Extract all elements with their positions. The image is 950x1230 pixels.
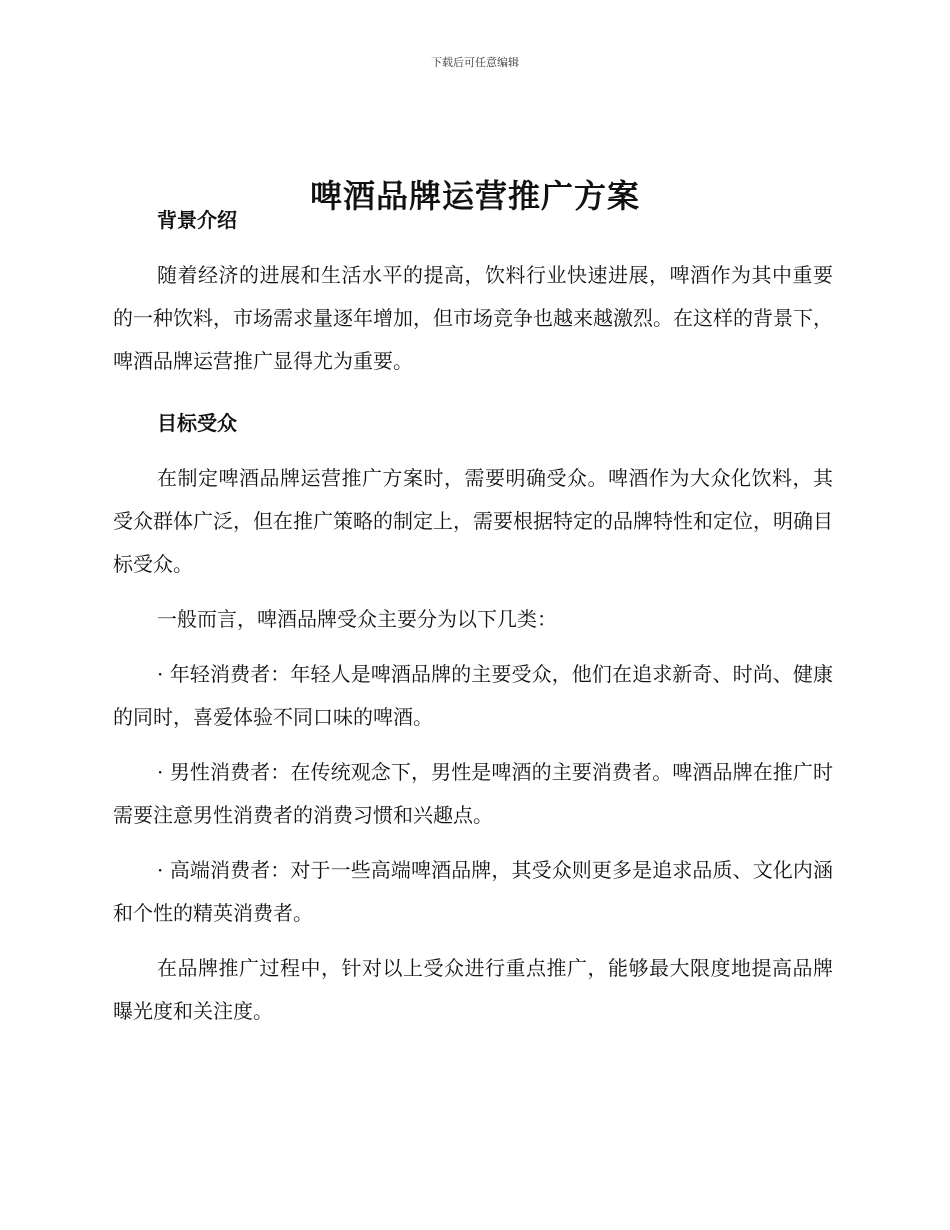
document-body xyxy=(113,204,833,1033)
section-heading-audience: 目标受众 xyxy=(157,411,237,435)
paragraph-audience-conclusion: 在品牌推广过程中，针对以上受众进行重点推广，能够最大限度地提高品牌曝光度和关注度。 xyxy=(113,956,833,1023)
document-title: 啤酒品牌运营推广方案 xyxy=(309,177,640,216)
page-header-note: 下载后可任意编辑 xyxy=(431,56,519,69)
paragraph-background: 随着经济的进展和生活水平的提高，饮料行业快速进展，啤酒作为其中重要的一种饮料，市场需求量逐年增加，但市场竞争也越来越激烈。在这样的背景下，啤酒品牌运营推广显得尤为重要。 xyxy=(113,263,833,373)
bullet-male-consumers: · 男性消费者：在传统观念下，男性是啤酒的主要消费者。啤酒品牌在推广时需要注意男性消费者的消费习惯和兴趣点。 xyxy=(113,760,833,827)
bullet-premium-consumers: · 高端消费者：对于一些高端啤酒品牌，其受众则更多是追求品质、文化内涵和个性的精英消费者。 xyxy=(113,858,833,925)
paragraph-audience-categories: 一般而言，啤酒品牌受众主要分为以下几类： xyxy=(157,607,557,631)
section-heading-background: 背景介绍 xyxy=(157,208,237,232)
paragraph-audience-intro: 在制定啤酒品牌运营推广方案时，需要明确受众。啤酒作为大众化饮料，其受众群体广泛，但在推广策略的制定上，需要根据特定的品牌特性和定位，明确目标受众。 xyxy=(113,466,833,576)
bullet-young-consumers: · 年轻消费者：年轻人是啤酒品牌的主要受众，他们在追求新奇、时尚、健康的同时，喜爱体验不同口味的啤酒。 xyxy=(113,662,833,729)
